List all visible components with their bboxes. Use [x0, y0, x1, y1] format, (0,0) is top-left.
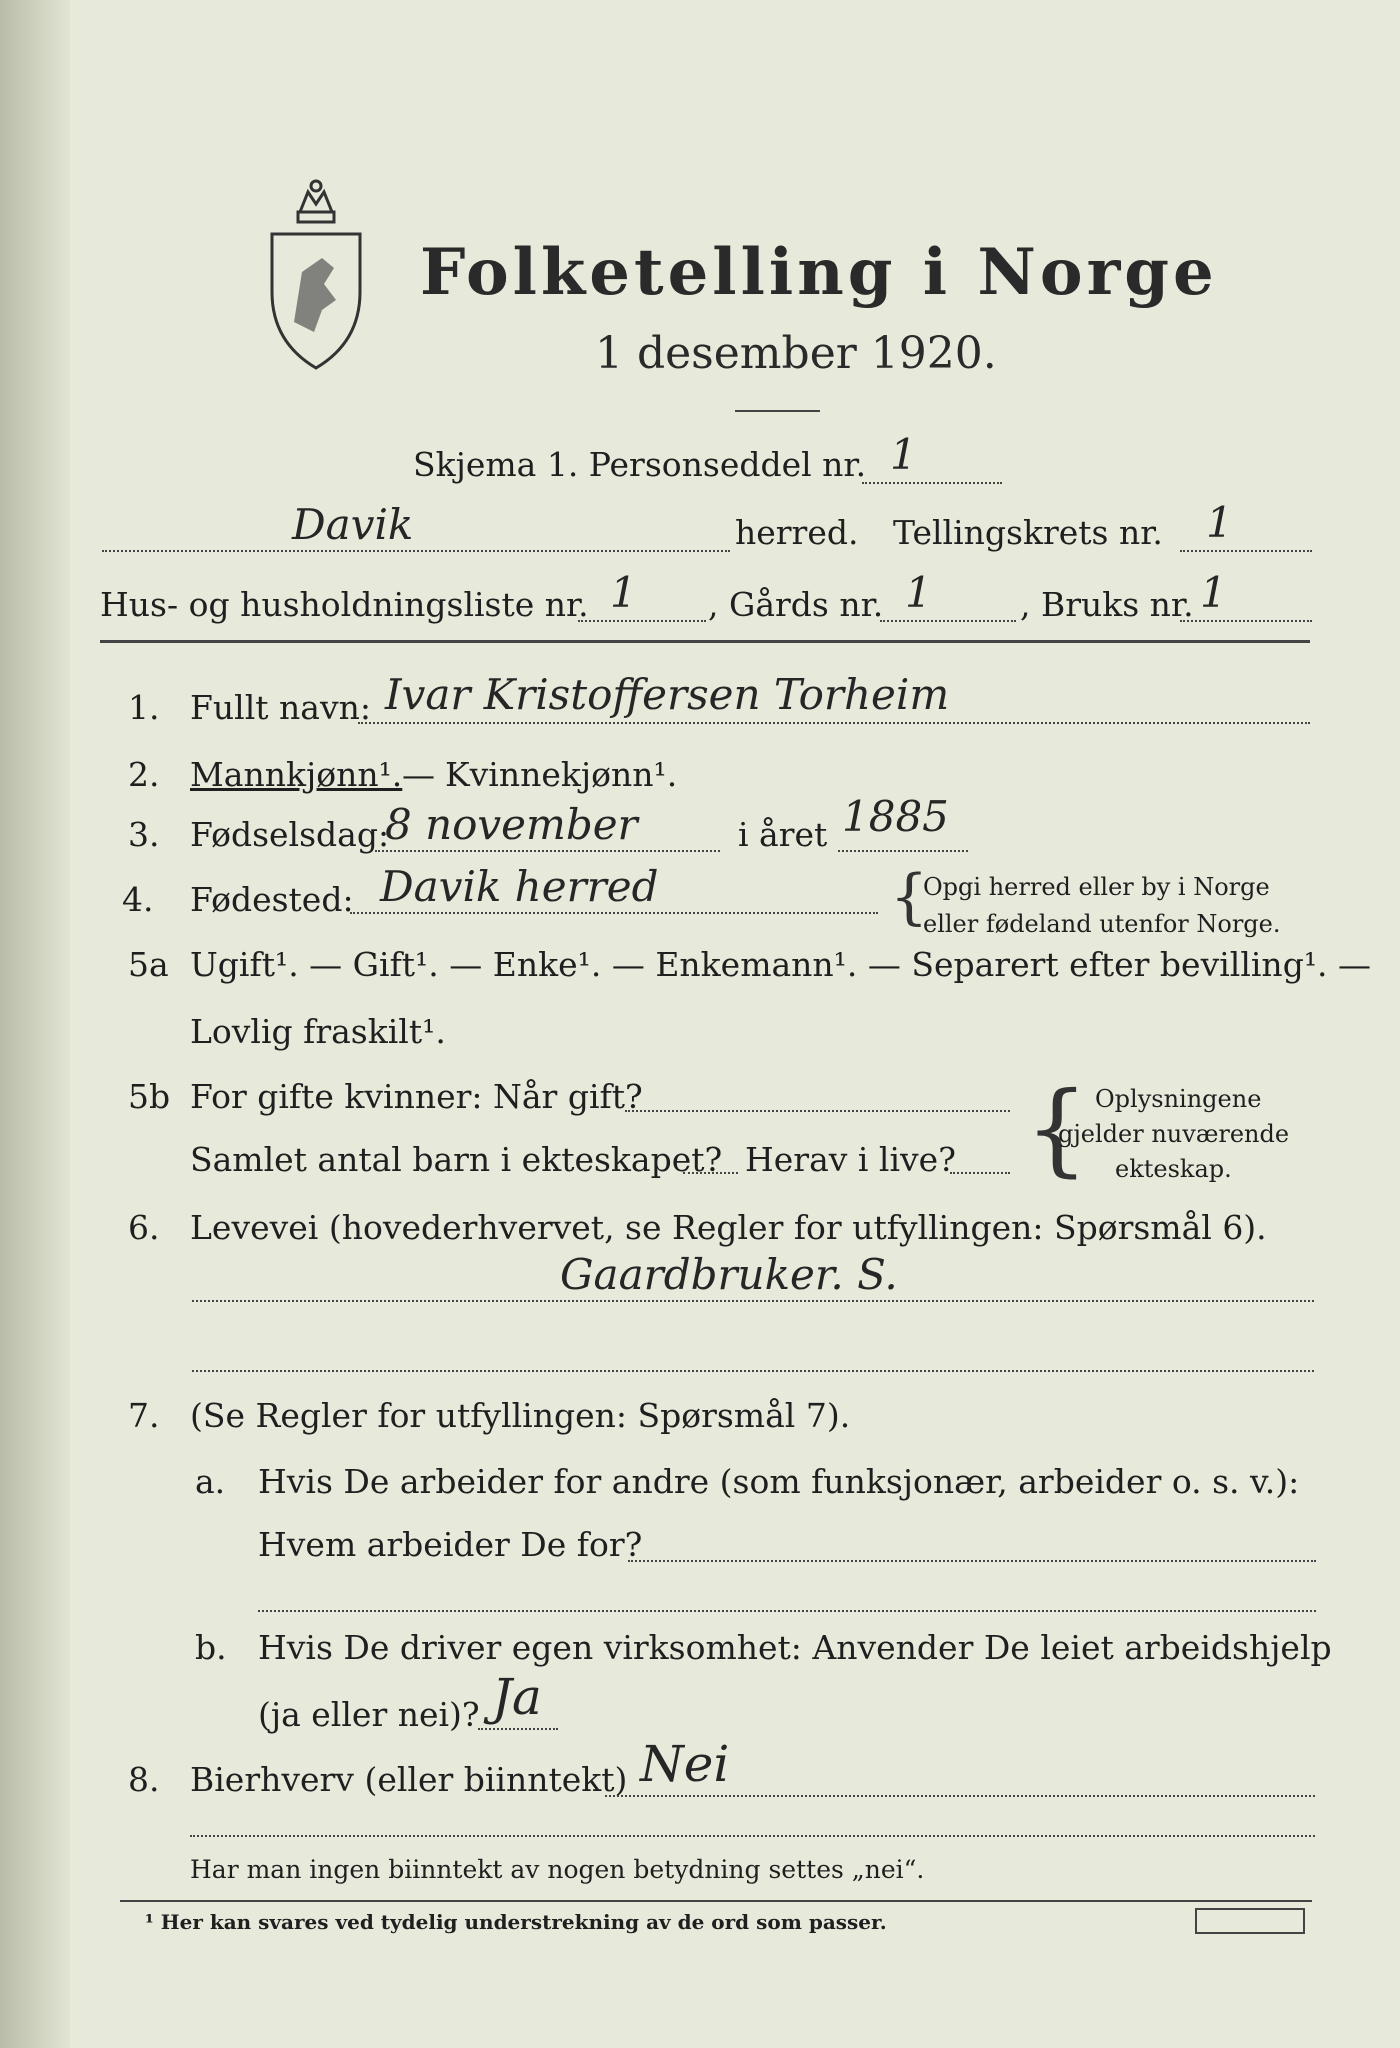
q8-label: Bierhverv (eller biinntekt) — [190, 1760, 628, 1799]
q2-number: 2. — [128, 755, 160, 794]
gards-line — [880, 620, 1016, 622]
bruks-value: 1 — [1200, 568, 1227, 617]
herred-value: Davik — [292, 500, 414, 549]
tellingskrets-line — [1180, 550, 1312, 552]
herred-label: herred. — [735, 513, 859, 552]
q7a-line2: Hvem arbeider De for? — [258, 1525, 643, 1564]
census-date: 1 desember 1920. — [595, 328, 997, 379]
q7a-letter: a. — [195, 1462, 226, 1501]
q8-number: 8. — [128, 1760, 160, 1799]
q5b-alive-label: Herav i live? — [745, 1140, 956, 1179]
q6-label: Levevei (hovederhvervet, se Regler for utfyllingen: Spørsmål 6). — [190, 1208, 1267, 1247]
q5b-line2: Samlet antal barn i ekteskapet? — [190, 1140, 723, 1179]
q5b-line1: For gifte kvinner: Når gift? — [190, 1077, 643, 1116]
q7a-line — [628, 1560, 1316, 1562]
tellingskrets-label: Tellingskrets nr. — [893, 513, 1163, 552]
q7b-value: Ja — [492, 1668, 542, 1726]
q5b-married-line — [625, 1110, 1010, 1112]
q2-separator: — — [402, 755, 435, 794]
husliste-line — [578, 620, 706, 622]
title-divider — [735, 410, 820, 412]
footer-note: Har man ingen biinntekt av nogen betydning settes „nei“. — [190, 1855, 925, 1884]
bruks-label: , Bruks nr. — [1020, 585, 1194, 624]
q7a-line1: Hvis De arbeider for andre (som funksjonær, arbeider o. s. v.): — [258, 1462, 1300, 1501]
q3-year-label: i året — [738, 815, 828, 854]
q3-line — [375, 850, 720, 852]
husliste-label: Hus- og husholdningsliste nr. — [100, 585, 589, 624]
q4-label: Fødested: — [190, 880, 354, 919]
q4-note-2: eller fødeland utenfor Norge. — [923, 910, 1281, 938]
q6-value: Gaardbruker. S. — [560, 1250, 898, 1299]
q5a-line2: Lovlig fraskilt¹. — [190, 1012, 446, 1051]
q4-line — [350, 912, 878, 914]
gards-value: 1 — [905, 568, 932, 617]
q5a-number: 5a — [128, 945, 169, 984]
q1-number: 1. — [128, 688, 160, 727]
q7b-line — [478, 1728, 558, 1730]
form-title: Folketelling i Norge — [420, 235, 1218, 310]
q1-line — [358, 722, 1310, 724]
q5b-number: 5b — [128, 1077, 171, 1116]
q1-label: Fullt navn: — [190, 688, 371, 727]
q3-year-line — [838, 850, 968, 852]
husliste-value: 1 — [610, 568, 637, 617]
q7b-line1: Hvis De driver egen virksomhet: Anvender De leiet arbeidshjelp — [258, 1628, 1332, 1667]
q4-brace: { — [890, 862, 929, 932]
q3-year-value: 1885 — [842, 792, 949, 841]
tellingskrets-value: 1 — [1206, 498, 1233, 547]
q8-value: Nei — [640, 1735, 730, 1793]
printer-stamp — [1195, 1908, 1305, 1934]
coat-of-arms-icon — [262, 172, 370, 372]
bruks-line — [1180, 620, 1312, 622]
q8-line — [605, 1795, 1315, 1797]
q4-note-1: Opgi herred eller by i Norge — [923, 873, 1270, 901]
q5b-brace: { — [1025, 1070, 1089, 1187]
q5b-note-1: Oplysningene — [1095, 1085, 1262, 1113]
q3-number: 3. — [128, 815, 160, 854]
q4-number: 4. — [122, 880, 154, 919]
paper-edge — [0, 0, 70, 2048]
q6-number: 6. — [128, 1208, 160, 1247]
footer-line — [190, 1835, 1315, 1837]
q6-line-2 — [192, 1370, 1314, 1372]
q5b-note-2: gjelder nuværende — [1058, 1120, 1290, 1148]
q7b-line2: (ja eller nei)? — [258, 1695, 480, 1734]
section-rule — [100, 640, 1310, 643]
q3-label: Fødselsdag: — [190, 815, 390, 854]
personseddel-value: 1 — [890, 430, 917, 479]
q7-number: 7. — [128, 1396, 160, 1435]
skjema-label: Skjema 1. Personseddel nr. — [413, 445, 867, 484]
q3-value: 8 november — [385, 800, 638, 849]
herred-line — [102, 550, 730, 552]
q7a-line-2 — [258, 1610, 1316, 1612]
q1-value: Ivar Kristoffersen Torheim — [385, 670, 950, 719]
q6-line-1 — [192, 1300, 1314, 1302]
q4-value: Davik herred — [380, 862, 659, 911]
personseddel-line — [862, 482, 1002, 484]
q7b-letter: b. — [195, 1628, 227, 1667]
footer-rule — [120, 1900, 1312, 1902]
q5b-children-line — [683, 1172, 738, 1174]
footnote: ¹ Her kan svares ved tydelig understrekning av de ord som passer. — [145, 1910, 887, 1934]
q7-label: (Se Regler for utfyllingen: Spørsmål 7). — [190, 1396, 851, 1435]
gards-label: , Gårds nr. — [708, 585, 884, 624]
q5b-note-3: ekteskap. — [1115, 1155, 1232, 1183]
q5a-line1: Ugift¹. — Gift¹. — Enke¹. — Enkemann¹. — Separert efter bevilling¹. — — [190, 945, 1372, 984]
q5b-alive-line — [950, 1172, 1010, 1174]
q2-male: Mannkjønn¹. — [190, 755, 403, 794]
q2-female: Kvinnekjønn¹. — [445, 755, 678, 794]
